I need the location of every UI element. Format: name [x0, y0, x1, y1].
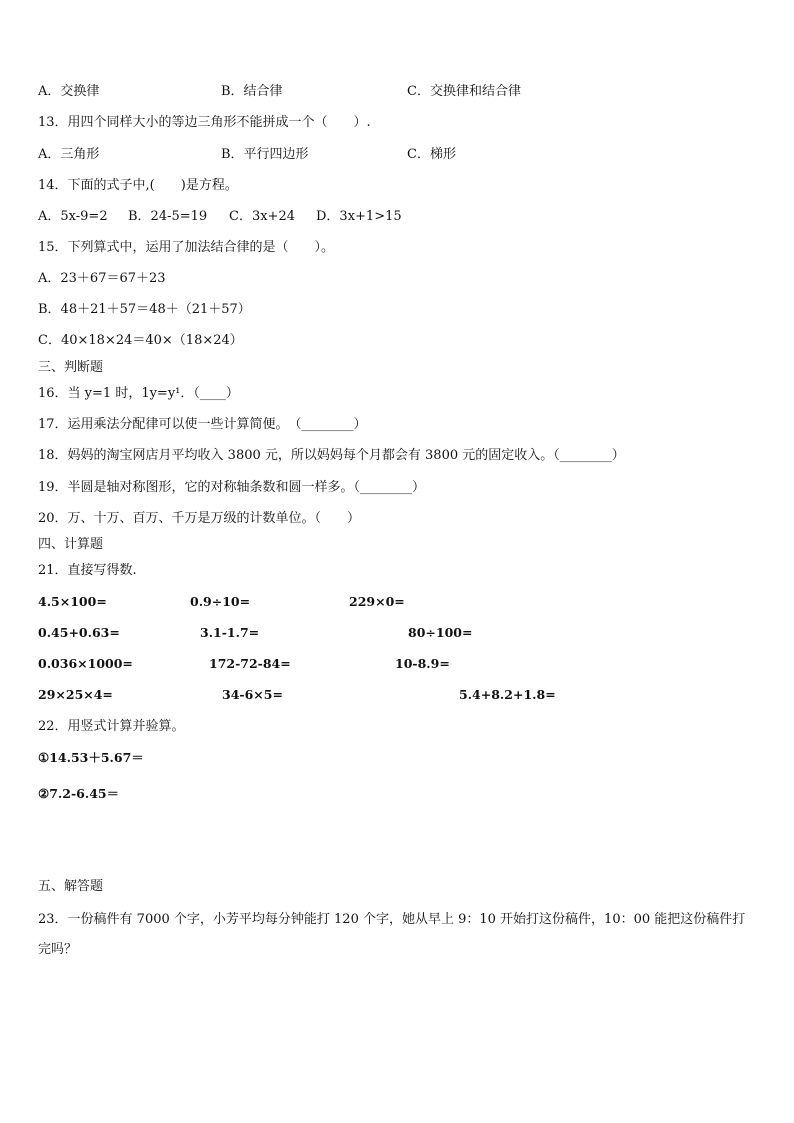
section-heading-word-problems: 五、解答题	[38, 879, 104, 894]
q13-stem: 13．用四个同样大小的等边三角形不能拼成一个（ ）.	[38, 115, 371, 130]
q19: 19．半圆是轴对称图形，它的对称轴条数和圆一样多。（________）	[38, 480, 426, 495]
q14-option-c: C．3x+24	[229, 209, 295, 224]
q21-stem: 21．直接写得数.	[38, 563, 137, 578]
q14-stem: 14．下面的式子中,( )是方程。	[38, 178, 238, 193]
q17: 17．运用乘法分配律可以使一些计算简便。 （________）	[38, 417, 367, 432]
q15-option-c: C．40×18×24＝40×（18×24）	[38, 333, 243, 348]
q22-item-2: ②7.2-6.45＝	[38, 786, 120, 801]
q21-item: 80÷100=	[408, 625, 473, 640]
section-heading-calculation: 四、计算题	[38, 537, 104, 552]
q21-item: 29×25×4=	[38, 687, 113, 702]
q12-option-a: A．交换律	[38, 84, 100, 99]
q21-item: 172-72-84=	[209, 656, 291, 671]
q22-item-1: ①14.53＋5.67＝	[38, 750, 144, 765]
section-heading-judgment: 三、判断题	[38, 360, 104, 375]
q12-option-b: B．结合律	[221, 84, 283, 99]
q20: 20．万、十万、百万、千万是万级的计数单位。（ ）	[38, 511, 361, 526]
q13-option-c: C．梯形	[407, 147, 456, 162]
q22-stem: 22．用竖式计算并验算。	[38, 719, 185, 734]
q23: 23．一份稿件有 7000 个字，小芳平均每分钟能打 120 个字，她从早上 9：10 开始打这份稿件，10：00 能把这份稿件打完吗？	[38, 912, 746, 957]
q15-option-b: B．48＋21＋57＝48＋（21＋57）	[38, 302, 251, 317]
q13-option-b: B．平行四边形	[221, 147, 309, 162]
q14-option-a: A．5x-9=2	[38, 209, 108, 224]
q16: 16．当 y=1 时，1y=y¹．（____）	[38, 386, 239, 401]
q14-option-d: D．3x+1>15	[316, 209, 402, 224]
q21-item: 229×0=	[349, 594, 405, 609]
q13-option-a: A．三角形	[38, 147, 100, 162]
q21-item: 34-6×5=	[222, 687, 283, 702]
q21-item: 0.9÷10=	[190, 594, 251, 609]
q21-item: 5.4+8.2+1.8=	[459, 687, 556, 702]
q21-item: 3.1-1.7=	[200, 625, 260, 640]
q21-item: 10-8.9=	[395, 656, 450, 671]
q15-option-a: A．23＋67＝67＋23	[38, 271, 166, 286]
q21-item: 4.5×100=	[38, 594, 107, 609]
q18: 18．妈妈的淘宝网店月平均收入 3800 元，所以妈妈每个月都会有 3800 元的固定收入。（________）	[38, 448, 625, 463]
q21-item: 0.45+0.63=	[38, 625, 120, 640]
q14-option-b: B．24-5=19	[128, 209, 208, 224]
q12-option-c: C．交换律和结合律	[407, 84, 521, 99]
q21-item: 0.036×1000=	[38, 656, 133, 671]
q15-stem: 15．下列算式中，运用了加法结合律的是（ ）。	[38, 240, 335, 255]
